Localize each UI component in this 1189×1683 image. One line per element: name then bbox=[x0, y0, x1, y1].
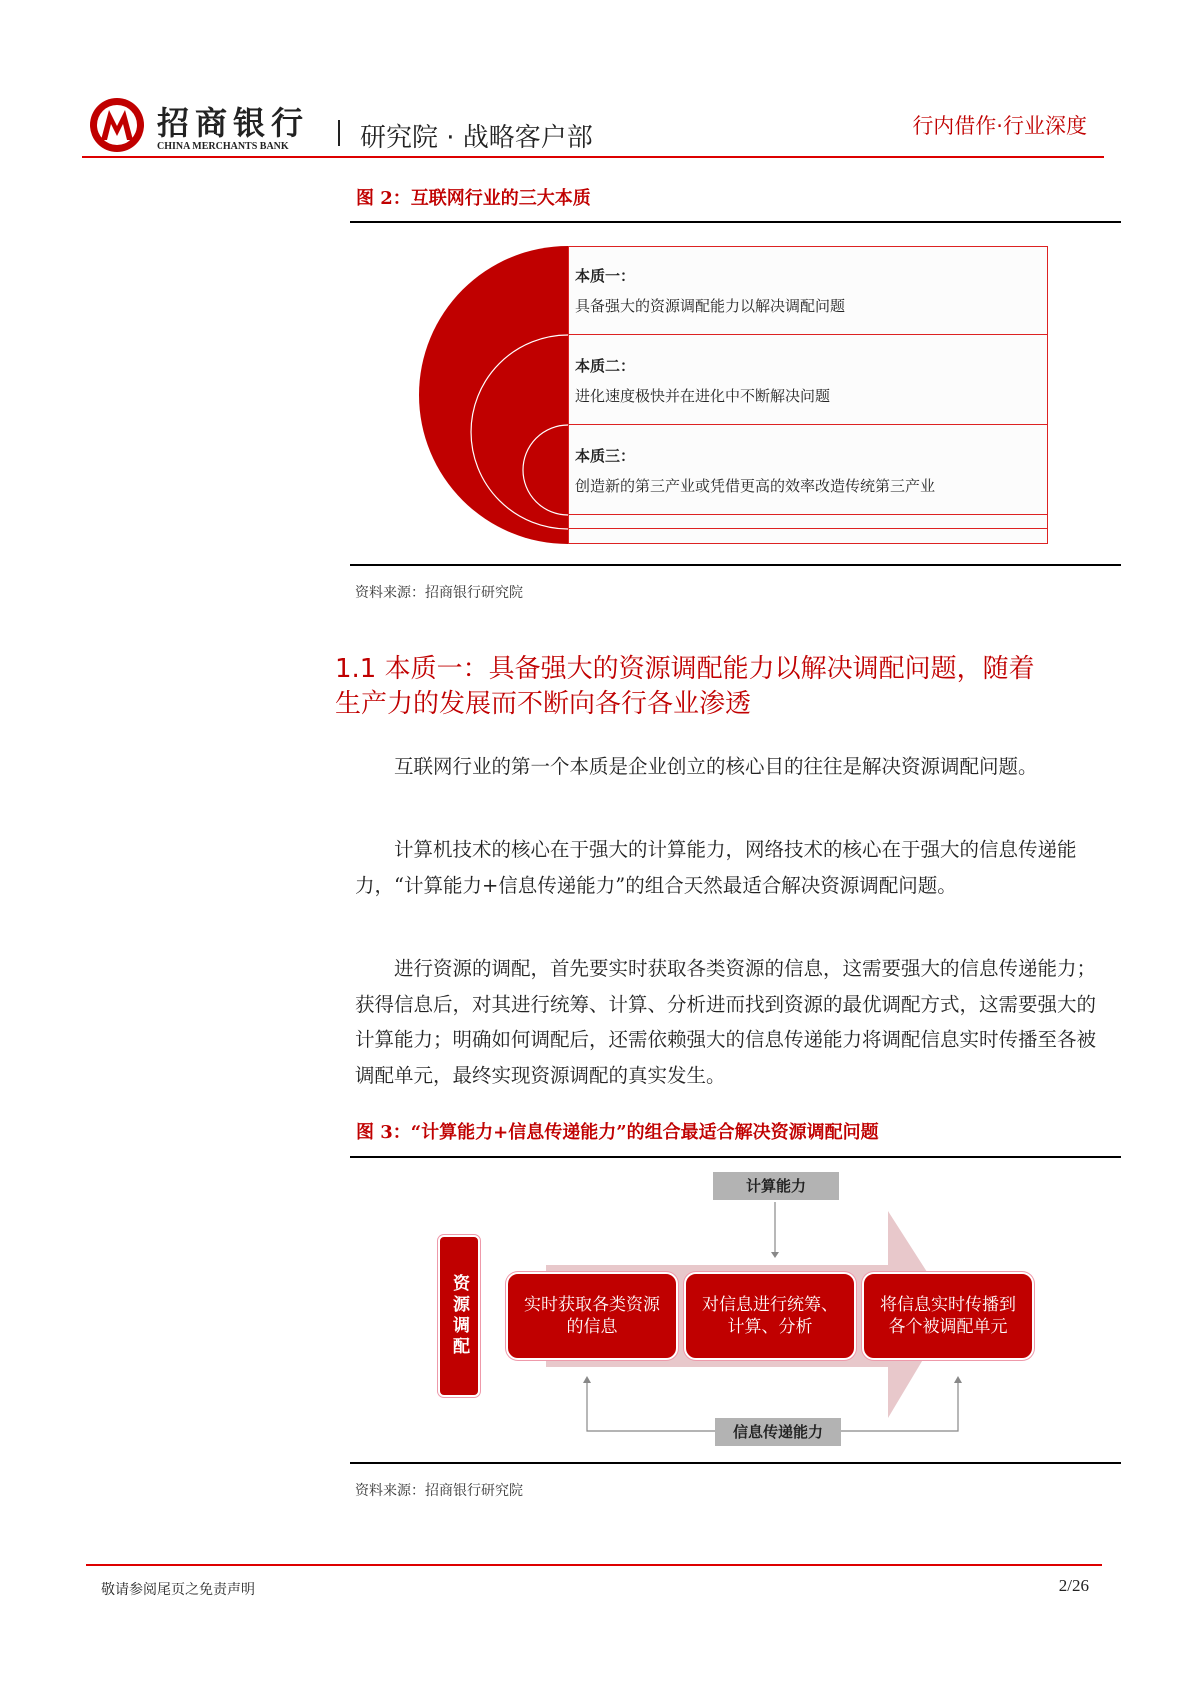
logo-text-cn: 招商银行 bbox=[157, 104, 310, 142]
essence-text: 进化速度极快并在进化中不断解决问题 bbox=[575, 387, 831, 405]
essence-row-3 bbox=[568, 424, 1048, 516]
essence-text: 创造新的第三产业或凭借更高的效率改造传统第三产业 bbox=[575, 477, 936, 495]
section-heading bbox=[335, 652, 1035, 722]
essence-label: 本质一： bbox=[575, 267, 636, 285]
figure-2-title: 图 2：互联网行业的三大本质 bbox=[356, 188, 591, 209]
essence-text: 具备强大的资源调配能力以解决调配问题 bbox=[575, 297, 846, 315]
figure-2-source: 资料来源：招商银行研究院 bbox=[355, 585, 523, 601]
essence-row-2 bbox=[568, 334, 1048, 426]
page-number: 2/26 bbox=[1058, 1576, 1089, 1595]
figure-3-top-rule bbox=[350, 1156, 1121, 1158]
figure-3-title: 图 3：“计算能力+信息传递能力”的组合最适合解决资源调配问题 bbox=[356, 1122, 879, 1143]
report-tag: 行内借作·行业深度 bbox=[912, 114, 1087, 138]
process-step-3 bbox=[862, 1272, 1034, 1360]
paragraph-1: 互联网行业的第一个本质是企业创立的核心目的往往是解决资源调配问题。 bbox=[394, 755, 1038, 778]
figure-2-top-rule bbox=[350, 221, 1121, 223]
essence-row-blank bbox=[568, 528, 1048, 544]
step-text: 对信息进行统筹、计算、分析 bbox=[702, 1295, 838, 1337]
figure-3-bottom-rule bbox=[350, 1462, 1121, 1464]
header-divider bbox=[338, 120, 340, 146]
process-step-1 bbox=[506, 1272, 678, 1360]
section-heading-line: 生产力的发展而不断向各行各业渗透 bbox=[335, 689, 752, 719]
disclaimer-note: 敬请参阅尾页之免责声明 bbox=[101, 1582, 255, 1598]
footer-rule bbox=[86, 1564, 1102, 1566]
figure-2-bottom-rule bbox=[350, 564, 1121, 566]
section-heading-line: 1.1 本质一：具备强大的资源调配能力以解决调配问题，随着 bbox=[335, 654, 1035, 684]
essence-label: 本质三： bbox=[575, 447, 636, 465]
essence-label: 本质二： bbox=[575, 357, 636, 375]
bank-logo-icon bbox=[88, 96, 146, 154]
essence-circles-diagram bbox=[410, 240, 580, 550]
computing-power-label: 计算能力 bbox=[713, 1172, 839, 1200]
figure-3-source: 资料来源：招商银行研究院 bbox=[355, 1483, 523, 1499]
info-transfer-label: 信息传递能力 bbox=[715, 1418, 841, 1446]
department-title: 研究院 · 战略客户部 bbox=[360, 123, 593, 153]
header-rule bbox=[82, 156, 1104, 158]
paragraph-3: 进行资源的调配，首先要实时获取各类资源的信息，这需要强大的信息传递能力；获得信息后，对其进行统筹、计算、分析进而找到资源的最优调配方式，这需要强大的计算能力；明确如何调配后，还需依赖强大的信息传递能力将调配信息实时传播至各被调配单元，最终实现资源调配的真实发生。 bbox=[355, 957, 1097, 1087]
essence-row-1 bbox=[568, 246, 1048, 336]
process-step-2 bbox=[684, 1272, 856, 1360]
paragraph-2: 计算机技术的核心在于强大的计算能力，网络技术的核心在于强大的信息传递能力，“计算能力+信息传递能力”的组合天然最适合解决资源调配问题。 bbox=[355, 838, 1077, 897]
step-text: 将信息实时传播到各个被调配单元 bbox=[880, 1295, 1016, 1337]
step-text: 实时获取各类资源的信息 bbox=[524, 1295, 660, 1337]
logo-text-en: CHINA MERCHANTS BANK bbox=[157, 141, 289, 152]
resource-allocation-label: 资源调配 bbox=[438, 1235, 480, 1397]
